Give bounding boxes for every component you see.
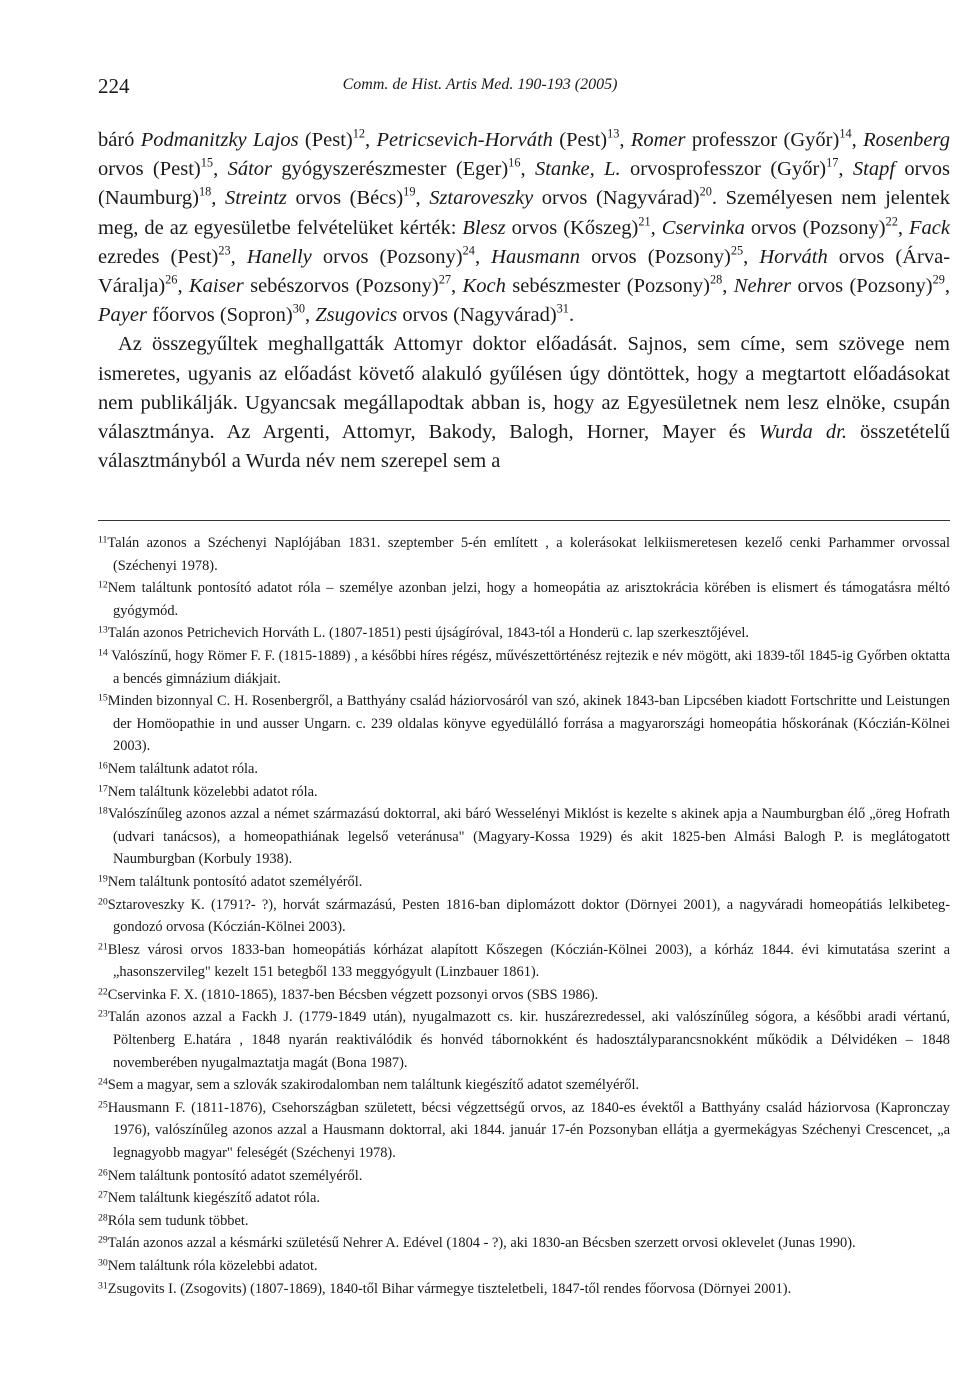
text-run: , xyxy=(365,129,377,151)
name: Payer xyxy=(98,304,147,327)
footnote-number: 17 xyxy=(98,783,108,795)
footnote-29 xyxy=(98,1232,950,1255)
text-run: , xyxy=(851,129,864,151)
name: Rosenberg xyxy=(863,129,950,151)
footnote-24 xyxy=(98,1074,950,1097)
text-run: orvos (Pozsony) xyxy=(311,245,463,268)
footnote-ref: 21 xyxy=(638,214,651,228)
text-run: , xyxy=(619,129,631,151)
text-run: professzor (Győr) xyxy=(685,129,840,151)
footnotes xyxy=(98,532,950,1300)
footnote-text: Nem találtunk kiegészítő adatot róla. xyxy=(107,1190,320,1207)
text-run: orvos (Bécs) xyxy=(286,187,404,210)
footnote-ref: 29 xyxy=(932,272,945,287)
footnote-number: 26 xyxy=(98,1167,108,1179)
footnote-21 xyxy=(98,939,950,984)
footnote-number: 19 xyxy=(98,873,108,885)
footnote-text: Nem találtunk adatot róla. xyxy=(107,760,259,777)
name: Stapf xyxy=(852,158,896,181)
footnote-text: Talán azonos azzal a Fackh J. (1779-1849 után), nyugalmazott cs. kir. huszárezredessel, aki valószínűleg sógora, a későbbi aradi vértanú, Pöltenberg E.határa , 1848 nyarán reaktiválódik és honvéd tábornokként és hadosztályparancsnokként működik a Délvidéken – 1848 novemberében nyugalmaztatja magát (Bona 1987). xyxy=(107,1009,950,1071)
running-head: Comm. de Hist. Artis Med. 190-193 (2005) xyxy=(342,76,618,93)
name: Stanke, L. xyxy=(534,158,621,181)
name: Sztaroveszky xyxy=(429,187,534,210)
name: Horváth xyxy=(759,245,828,268)
text-run: orvos (Pozsony) xyxy=(580,245,731,268)
text-run: . xyxy=(568,304,575,327)
footnote-text: Róla sem tudunk többet. xyxy=(107,1212,249,1229)
name: Wurda dr. xyxy=(758,421,847,444)
footnote-number: 12 xyxy=(98,579,108,591)
footnote-13 xyxy=(98,622,950,645)
main-text xyxy=(98,126,950,476)
text-run: sebészmester (Pozsony) xyxy=(505,275,710,298)
name: Cservinka xyxy=(661,216,745,239)
text-run: sebészorvos (Pozsony) xyxy=(243,275,439,298)
name: Podmanitzky Lajos xyxy=(140,129,299,151)
footnote-ref: 22 xyxy=(885,214,898,228)
footnote-text: Nem találtunk pontosító adatot személyéről. xyxy=(107,873,363,890)
footnote-ref: 23 xyxy=(218,243,231,258)
text-run: gyógyszerészmester (Eger) xyxy=(272,158,509,181)
text-run: orvos (Kőszeg) xyxy=(505,216,639,239)
footnote-text: Sem a magyar, sem a szlovák szakirodalomban nem találtunk kiegészítő adatot személyéről. xyxy=(107,1077,640,1094)
text-run: , xyxy=(211,187,225,210)
text-run: , xyxy=(177,275,189,298)
footnote-ref: 28 xyxy=(709,272,723,287)
footnote-number: 30 xyxy=(98,1257,108,1269)
footnote-ref: 16 xyxy=(508,155,521,170)
footnote-ref: 24 xyxy=(462,243,475,258)
text-run: orvos (Árva-Váralja) xyxy=(98,245,951,298)
footnote-ref: 31 xyxy=(556,301,569,316)
footnote-number: 16 xyxy=(98,760,108,772)
footnote-text: Minden bizonnyal C. H. Rosenbergről, a Batthyány család háziorvosáról van szó, akinek 1843-ban Lipcsében kiadott Fortschritte und Leistungen der Homöopathie in und ausser Ungarn. c. 239 oldalas könyve egyedülálló forrása a magyarországi homeopátia hőskorának (Kóczián-Kölnei 2003). xyxy=(107,693,950,755)
name: Hausmann xyxy=(491,245,580,268)
footnote-text: Sztaroveszky K. (1791?- ?), horvát származású, Pesten 1816-ban diplomázott doktor (Dörnyei 2001), a nagyváradi homeopátiás lelkibeteg-gondozó orvosa (Kóczián-Kölnei 2003). xyxy=(107,896,950,936)
name: Hanelly xyxy=(246,245,312,268)
footnote-number: 25 xyxy=(98,1099,108,1111)
footnote-17 xyxy=(98,781,950,804)
footnote-number: 14 xyxy=(98,647,108,659)
footnote-text: Nem találtunk pontosító adatot róla – személye azonban jelzi, hogy a homeopátia az arisztokrácia körében is elismert és támogatásra méltó gyógymód. xyxy=(107,580,950,619)
footnote-number: 21 xyxy=(98,941,108,953)
footnote-ref: 26 xyxy=(165,272,178,287)
footnote-11 xyxy=(98,532,950,577)
footnote-number: 20 xyxy=(98,896,108,908)
text-run: orvos (Pozsony) xyxy=(744,216,886,239)
name: Zsugovics xyxy=(315,304,398,327)
footnote-ref: 12 xyxy=(352,126,366,141)
footnote-number: 29 xyxy=(98,1235,108,1246)
footnote-text: Valószínűleg azonos azzal a német származású doktorral, aki báró Wesselényi Miklóst is kezelte s akinek apja a Naumburgban élő „öreg Hofrath (udvari tanácsos), a homeopathiának legelső veteránusa" (Magyary-Kossa 1929) és akit 1825-ben Almási Balogh P. is meglátogatott Naumburgban (Korbuly 1938). xyxy=(107,806,950,868)
name: Nehrer xyxy=(733,275,792,298)
text-run: , xyxy=(743,245,760,268)
footnote-ref: 30 xyxy=(292,301,306,316)
text-run: , xyxy=(305,304,316,327)
text-run: Az összegyűltek meghallgatták Attomyr doktor előadását. Sajnos, sem címe, sem szövege nem ismeretes, ugyanis az előadást követő alakuló gyűlésen úgy döntöttek, hogy a megtartott előadásokat nem publikálják. Ugyancsak megállapodtak abban is, hogy az Egyesületnek nem lesz elnöke, csupán választmánya. Az Argenti, Attomyr, Bakody, Balogh, Horner, Mayer és xyxy=(98,333,950,444)
name: Streintz xyxy=(225,187,287,210)
text-run: , xyxy=(650,216,662,239)
footnote-number: 22 xyxy=(98,986,108,998)
footnote-19 xyxy=(98,871,950,894)
paragraph-lecture xyxy=(98,330,950,476)
footnote-number: 24 xyxy=(98,1076,108,1088)
footnote-ref: 17 xyxy=(826,155,839,170)
footnote-text: Nem találtunk közelebbi adatot róla. xyxy=(107,783,318,800)
text-run: orvos (Pest) xyxy=(98,158,201,181)
footnote-ref: 18 xyxy=(198,184,212,199)
footnote-ref: 20 xyxy=(699,184,712,199)
text-run: báró xyxy=(98,129,141,151)
text-run: , xyxy=(451,275,463,298)
text-run: orvos (Nagyvárad) xyxy=(533,187,700,210)
footnote-text: Nem találtunk pontosító adatot személyéről. xyxy=(107,1167,363,1184)
footnote-30 xyxy=(98,1255,950,1278)
footnote-text: Hausmann F. (1811-1876), Csehországban született, bécsi végzettségű orvos, az 1840-es évektől a Batthyány család háziorvosa (Kapronczay 1976), valószínűleg azonos azzal a Hausmann doktorral, aki 1844. január 17-én Pozsonyban ellátja a gyermekágyas Széchenyi Crescencet, „a legnagyobb magyar" feleségét (Széchenyi 1978). xyxy=(107,1099,950,1162)
footnote-22 xyxy=(98,984,950,1007)
text-run: ezredes (Pest) xyxy=(98,245,219,268)
text-run: , xyxy=(213,158,228,181)
footnote-separator xyxy=(98,520,950,521)
footnote-25 xyxy=(98,1097,950,1165)
footnote-ref: 19 xyxy=(403,184,416,199)
text-run: , xyxy=(520,158,535,181)
footnote-14 xyxy=(98,645,950,690)
footnote-text: Talán azonos Petrichevich Horváth L. (1807-1851) pesti újságíróval, 1843-tól a Honderü c. lap szerkesztőjével. xyxy=(107,625,749,642)
text-run: orvos (Naumburg) xyxy=(98,158,950,210)
footnote-23 xyxy=(98,1006,950,1074)
footnote-27 xyxy=(98,1187,950,1210)
footnote-18 xyxy=(98,803,950,871)
text-run: , xyxy=(474,245,492,268)
text-run: , xyxy=(230,245,247,268)
footnote-12 xyxy=(98,577,950,622)
name: Petricsevich-Horváth xyxy=(376,129,553,151)
page-number: 224 xyxy=(98,74,130,98)
footnote-ref: 15 xyxy=(200,155,214,170)
footnote-ref: 13 xyxy=(607,126,620,141)
footnote-number: 11 xyxy=(98,534,108,546)
name: Romer xyxy=(630,129,686,151)
footnote-15 xyxy=(98,690,950,758)
footnote-number: 13 xyxy=(98,624,108,636)
footnote-number: 31 xyxy=(98,1280,108,1292)
footnote-number: 23 xyxy=(98,1009,108,1021)
footnote-ref: 27 xyxy=(438,272,451,287)
footnote-number: 27 xyxy=(98,1189,108,1201)
footnote-text: Zsugovits I. (Zsogovits) (1807-1869), 1840-től Bihar vármegye tiszteletbeli, 1847-től rendes főorvosa (Dörnyei 2001). xyxy=(107,1280,792,1297)
name: Kaiser xyxy=(189,275,244,298)
name: Sátor xyxy=(227,158,272,181)
footnote-text: Talán azonos a Széchenyi Naplójában 1831. szeptember 5-én említett , a kolerásokat lelkiismeretesen kezelő cenki Parhammer orvossal (Széchenyi 1978). xyxy=(107,535,950,574)
footnote-ref: 25 xyxy=(730,243,744,258)
name: Blesz xyxy=(462,216,506,239)
footnote-text: Cservinka F. X. (1810-1865), 1837-ben Bécsben végzett pozsonyi orvos (SBS 1986). xyxy=(107,986,599,1003)
text-run: orvos (Pozsony) xyxy=(791,275,933,298)
text-run: orvos (Nagyvárad) xyxy=(397,304,557,327)
name: Koch xyxy=(462,275,506,298)
text-run: , xyxy=(944,275,951,298)
footnote-number: 18 xyxy=(98,805,108,817)
footnote-text: Talán azonos azzal a késmárki születésű Nehrer A. Edével (1804 - ?), aki 1830-an Bécsben szerzett orvosi oklevelet (Junas 1990). xyxy=(107,1235,856,1252)
name: Fack xyxy=(909,216,950,239)
text-run: . Személyesen nem jelentek meg, de az egyesületbe felvételüket kérték: xyxy=(98,187,950,239)
footnote-text: Nem találtunk róla közelebbi adatot. xyxy=(107,1258,318,1274)
text-run: főorvos (Sopron) xyxy=(146,304,293,327)
footnote-26 xyxy=(98,1165,950,1188)
text-run: , xyxy=(838,158,853,181)
text-run: , xyxy=(415,187,430,210)
footnote-ref: 14 xyxy=(839,126,852,141)
footnote-31 xyxy=(98,1278,950,1301)
footnote-16 xyxy=(98,758,950,781)
footnote-number: 15 xyxy=(98,692,108,704)
footnote-text: Blesz városi orvos 1833-ban homeopátiás kórházat alapított Kőszegen (Kóczián-Kölnei 2003), a kórház 1844. évi kimutatása szerint a „hasonszervileg" kezelt 151 betegből 133 meggyógyult (Linzbauer 1861). xyxy=(107,941,950,981)
text-run: összetételű választmányból a Wurda név nem szerepel sem a xyxy=(98,421,950,473)
footnote-28 xyxy=(98,1210,950,1233)
footnote-number: 28 xyxy=(98,1212,108,1224)
text-run: (Pest) xyxy=(552,129,608,151)
text-run: orvosprofesszor (Győr) xyxy=(620,158,827,181)
paragraph-members xyxy=(98,126,950,330)
text-run: , xyxy=(722,275,734,298)
text-run: , xyxy=(897,216,910,239)
text-run: (Pest) xyxy=(298,129,353,151)
footnote-20 xyxy=(98,894,950,939)
footnote-text: Valószínű, hogy Römer F. F. (1815-1889) , a későbbi híres régész, művészettörténész rejtezik e név mögött, aki 1839-től 1845-ig Győrben oktatta a bencés gimnázium diákjait. xyxy=(107,647,950,687)
